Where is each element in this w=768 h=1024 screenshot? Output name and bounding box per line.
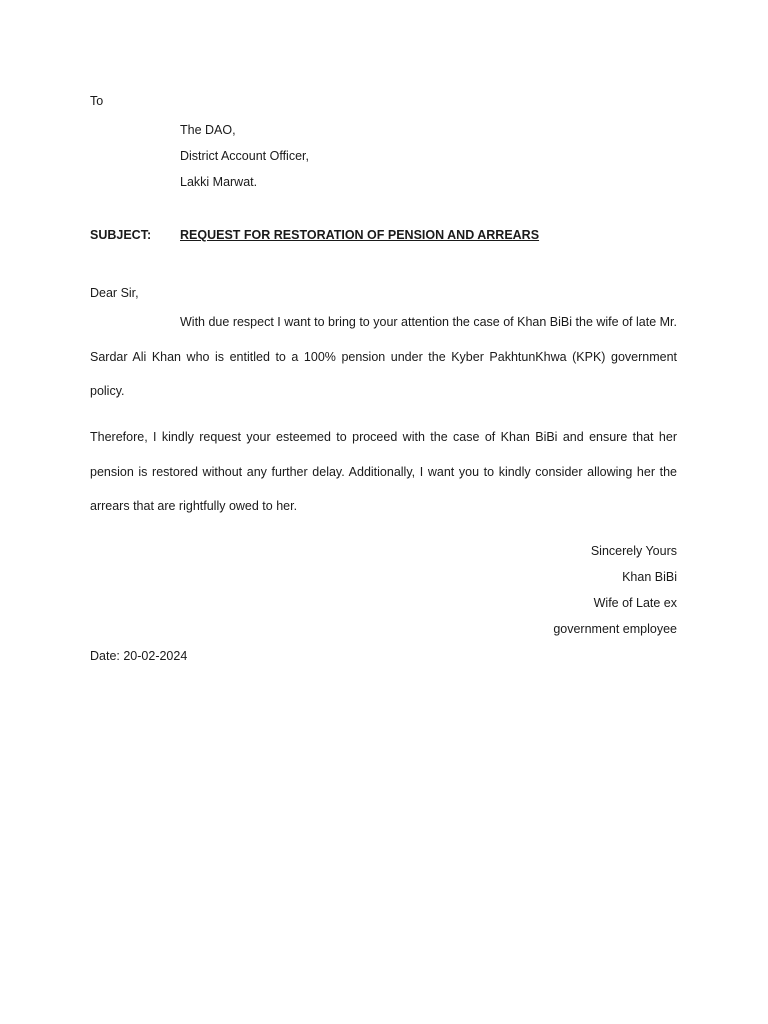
subject-text: REQUEST FOR RESTORATION OF PENSION AND ARREARS <box>180 228 540 242</box>
closing-signature-name: Khan BiBi <box>622 570 677 584</box>
recipient-line-3: Lakki Marwat. <box>180 175 258 189</box>
closing-line-3: Wife of Late ex <box>593 596 677 610</box>
body-paragraph-1: With due respect I want to bring to your attention the case of Khan BiBi the wife of late Mr. Sardar Ali Khan who is entitled to a 100% pension under the Kyber PakhtunKhwa (KPK) government policy. <box>90 315 677 398</box>
closing-line-1: Sincerely Yours <box>590 544 677 558</box>
to-label: To <box>90 94 104 108</box>
closing-line-4: government employee <box>553 622 677 636</box>
date-line: Date: 20-02-2024 <box>90 649 188 663</box>
body-paragraph-2: Therefore, I kindly request your esteemed to proceed with the case of Khan BiBi and ensure that her pension is restored without any further delay. Additionally, I want you to kindly consider allowing her the arrears that are rightfully owed to her. <box>90 430 677 513</box>
recipient-line-2: District Account Officer, <box>180 149 309 163</box>
subject-label: SUBJECT: <box>90 228 152 242</box>
recipient-line-1: The DAO, <box>180 123 236 137</box>
salutation: Dear Sir, <box>90 286 139 300</box>
